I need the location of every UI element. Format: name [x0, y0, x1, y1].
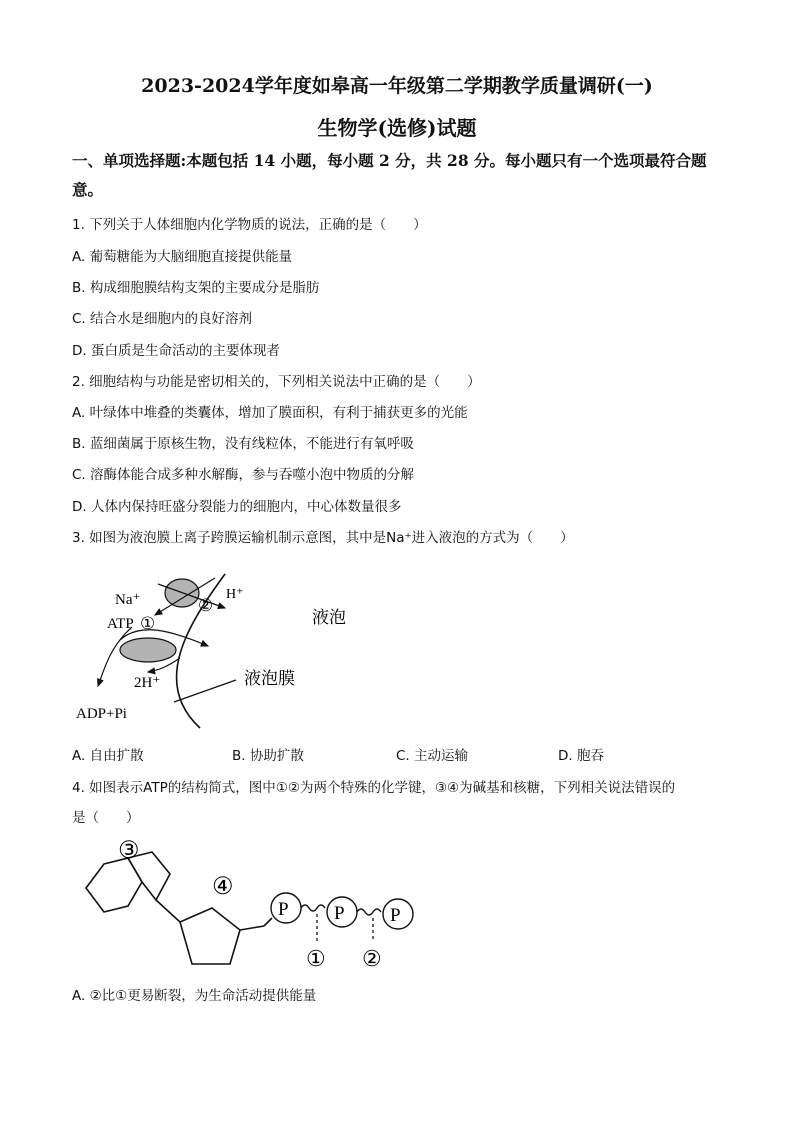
label-3: ③	[118, 838, 140, 864]
phosphate-3-label: P	[390, 905, 401, 926]
question-2-option-c: C. 溶酶体能合成多种水解酶，参与吞噬小泡中物质的分解	[72, 467, 415, 483]
marker-2-label: ②	[198, 596, 214, 615]
question-1-option-c: C. 结合水是细胞内的良好溶剂	[72, 311, 253, 327]
question-3-option-b: B. 协助扩散	[232, 748, 304, 764]
question-4-stem-line1: 4. 如图表示ATP的结构简式，图中①②为两个特殊的化学键，③④为碱基和核糖，下列相关说法错误的	[72, 780, 676, 796]
question-3-option-a: A. 自由扩散	[72, 748, 144, 764]
question-3-option-d: D. 胞吞	[558, 748, 604, 764]
question-4-option-a: A. ②比①更易断裂，为生命活动提供能量	[72, 988, 317, 1004]
question-1-option-d: D. 蛋白质是生命活动的主要体现者	[72, 343, 280, 359]
adp-label: ADP+Pi	[76, 706, 127, 722]
question-2-option-d: D. 人体内保持旺盛分裂能力的细胞内，中心体数量很多	[72, 499, 402, 515]
phosphate-2-label: P	[334, 903, 345, 924]
section-heading: 一、单项选择题:本题包括 14 小题，每小题 2 分，共 28 分。每小题只有一个选项最符合题意。	[72, 151, 707, 199]
bond-1	[301, 905, 325, 911]
membrane-label: 液泡膜	[244, 669, 295, 688]
two-h-label: 2H⁺	[134, 675, 161, 691]
label-1: ①	[306, 946, 326, 971]
question-2-stem: 2. 细胞结构与功能是密切相关的，下列相关说法中正确的是（ ）	[72, 374, 481, 390]
question-4-stem-line2: 是（ ）	[72, 810, 140, 826]
question-3-stem: 3. 如图为液泡膜上离子跨膜运输机制示意图，其中是Na⁺进入液泡的方式为（ ）	[72, 530, 574, 546]
phosphate-1-label: P	[278, 899, 289, 920]
na-label: Na⁺	[115, 592, 141, 608]
bond-2	[357, 909, 381, 915]
marker-1-label: ①	[140, 614, 156, 633]
exam-title: 2023-2024学年度如皋高一年级第二学期教学质量调研(一)	[141, 75, 653, 97]
label-2: ②	[362, 946, 382, 971]
exam-subtitle: 生物学(选修)试题	[317, 116, 477, 140]
question-3-option-c: C. 主动运输	[396, 748, 469, 764]
ribose-pentagon	[180, 908, 240, 964]
vacuole-label: 液泡	[312, 608, 346, 627]
question-2-option-a: A. 叶绿体中堆叠的类囊体，增加了膜面积，有利于捕获更多的光能	[72, 405, 468, 421]
atp-label: ATP	[107, 616, 134, 632]
atp-structure-diagram	[70, 830, 430, 980]
h-label: H⁺	[226, 587, 244, 602]
question-2-option-b: B. 蓝细菌属于原核生物，没有线粒体，不能进行有氧呼吸	[72, 436, 414, 452]
question-1-option-a: A. 葡萄糖能为大脑细胞直接提供能量	[72, 249, 293, 265]
vacuole-membrane-diagram	[60, 562, 380, 730]
question-1-stem: 1. 下列关于人体细胞内化学物质的说法，正确的是（ ）	[72, 217, 427, 233]
carrier-protein-lower	[120, 638, 176, 662]
question-1-option-b: B. 构成细胞膜结构支架的主要成分是脂肪	[72, 280, 320, 296]
label-4: ④	[212, 874, 234, 900]
